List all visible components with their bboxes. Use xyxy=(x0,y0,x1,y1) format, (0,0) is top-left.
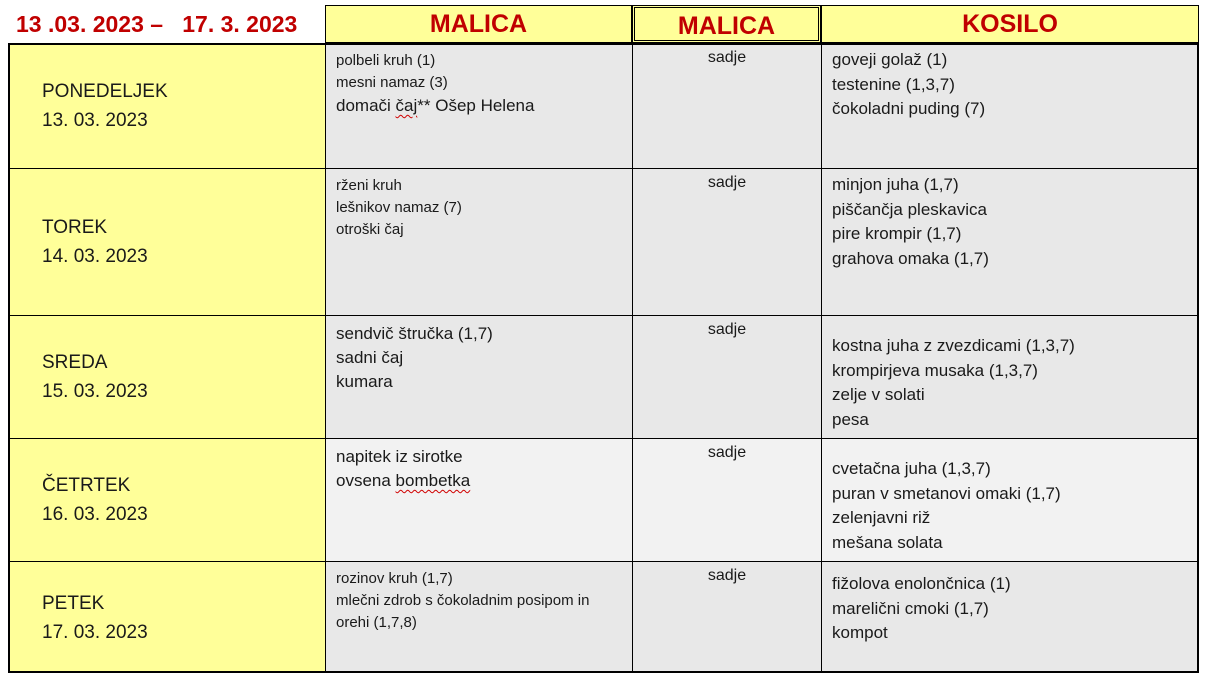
day-date: 14. 03. 2023 xyxy=(42,246,148,267)
day-date: 15. 03. 2023 xyxy=(42,381,148,402)
malica-item: otroški čaj xyxy=(336,221,404,238)
kosilo-item: piščančja pleskavica xyxy=(832,199,987,219)
kosilo-item: čokoladni puding (7) xyxy=(832,99,986,118)
malica-text-part: ovsena xyxy=(336,471,396,490)
day-cell xyxy=(8,43,325,168)
day-cell xyxy=(8,168,325,315)
malica-item: polbeli kruh (1) xyxy=(336,52,436,69)
day-date: 13. 03. 2023 xyxy=(42,110,148,131)
kosilo-item: marelični cmoki (1,7) xyxy=(832,598,989,618)
day-name: SREDA xyxy=(42,352,108,373)
day-date: 16. 03. 2023 xyxy=(42,504,148,525)
kosilo-item: kompot xyxy=(832,623,888,642)
malica-item: sendvič štručka (1,7) xyxy=(336,324,493,343)
malica-item: sadni čaj xyxy=(336,348,404,367)
malica-text-part: domači xyxy=(336,96,396,115)
kosilo-item: cvetačna juha (1,3,7) xyxy=(832,459,991,478)
kosilo-item: grahova omaka (1,7) xyxy=(832,248,989,268)
kosilo-cell xyxy=(821,43,1199,168)
malica-text-part: bombetka xyxy=(395,471,471,490)
day-name: PONEDELJEK xyxy=(42,81,168,102)
header-malica-2: MALICA xyxy=(632,5,821,43)
day-name: TOREK xyxy=(42,217,108,238)
kosilo-item: goveji golaž (1) xyxy=(832,50,948,69)
header-kosilo: KOSILO xyxy=(821,5,1199,43)
kosilo-item: zelje v solati xyxy=(832,385,925,404)
malica-cell xyxy=(325,561,632,673)
kosilo-cell xyxy=(821,168,1199,315)
header-malica-1: MALICA xyxy=(325,5,632,43)
kosilo-item: fižolova enolončnica (1) xyxy=(832,574,1011,593)
kosilo-item: minjon juha (1,7) xyxy=(832,175,959,194)
malica-item: rozinov kruh (1,7) xyxy=(336,570,453,587)
malica-item: mlečni zdrob s čokoladnim posipom in xyxy=(336,592,590,609)
malica-cell xyxy=(325,168,632,315)
malica-item: orehi (1,7,8) xyxy=(336,614,417,631)
malica-text-part: čaj xyxy=(395,96,418,115)
kosilo-item: krompirjeva musaka (1,3,7) xyxy=(832,360,1038,380)
malica-item: kumara xyxy=(336,372,393,391)
kosilo-item: puran v smetanovi omaki (1,7) xyxy=(832,483,1061,503)
malica-cell xyxy=(325,438,632,561)
kosilo-cell xyxy=(821,315,1199,438)
malica-text-part: ** Ošep Helena xyxy=(417,96,535,115)
sadje-cell: sadje xyxy=(632,315,821,438)
kosilo-item: mešana solata xyxy=(832,532,943,552)
malica-item xyxy=(336,94,632,118)
kosilo-item: kostna juha z zvezdicami (1,3,7) xyxy=(832,336,1075,355)
kosilo-cell xyxy=(821,438,1199,561)
kosilo-item: pire krompir (1,7) xyxy=(832,224,962,243)
sadje-cell: sadje xyxy=(632,168,821,315)
kosilo-item: zelenjavni riž xyxy=(832,508,931,527)
sadje-cell: sadje xyxy=(632,43,821,168)
malica-item: napitek iz sirotke xyxy=(336,447,463,466)
malica-item xyxy=(336,469,632,493)
kosilo-item: testenine (1,3,7) xyxy=(832,74,955,94)
sadje-cell: sadje xyxy=(632,561,821,673)
malica-cell xyxy=(325,315,632,438)
kosilo-cell xyxy=(821,561,1199,673)
day-cell xyxy=(8,315,325,438)
sadje-cell: sadje xyxy=(632,438,821,561)
week-range: 13 .03. 2023 – 17. 3. 2023 xyxy=(16,11,298,37)
day-name: PETEK xyxy=(42,592,105,614)
day-cell xyxy=(8,561,325,673)
malica-item: rženi kruh xyxy=(336,177,402,194)
malica-cell xyxy=(325,43,632,168)
day-cell xyxy=(8,438,325,561)
day-date: 17. 03. 2023 xyxy=(42,621,148,643)
day-name: ČETRTEK xyxy=(42,475,131,496)
malica-item: lešnikov namaz (7) xyxy=(336,199,462,216)
kosilo-item: pesa xyxy=(832,409,869,429)
malica-item: mesni namaz (3) xyxy=(336,74,448,91)
